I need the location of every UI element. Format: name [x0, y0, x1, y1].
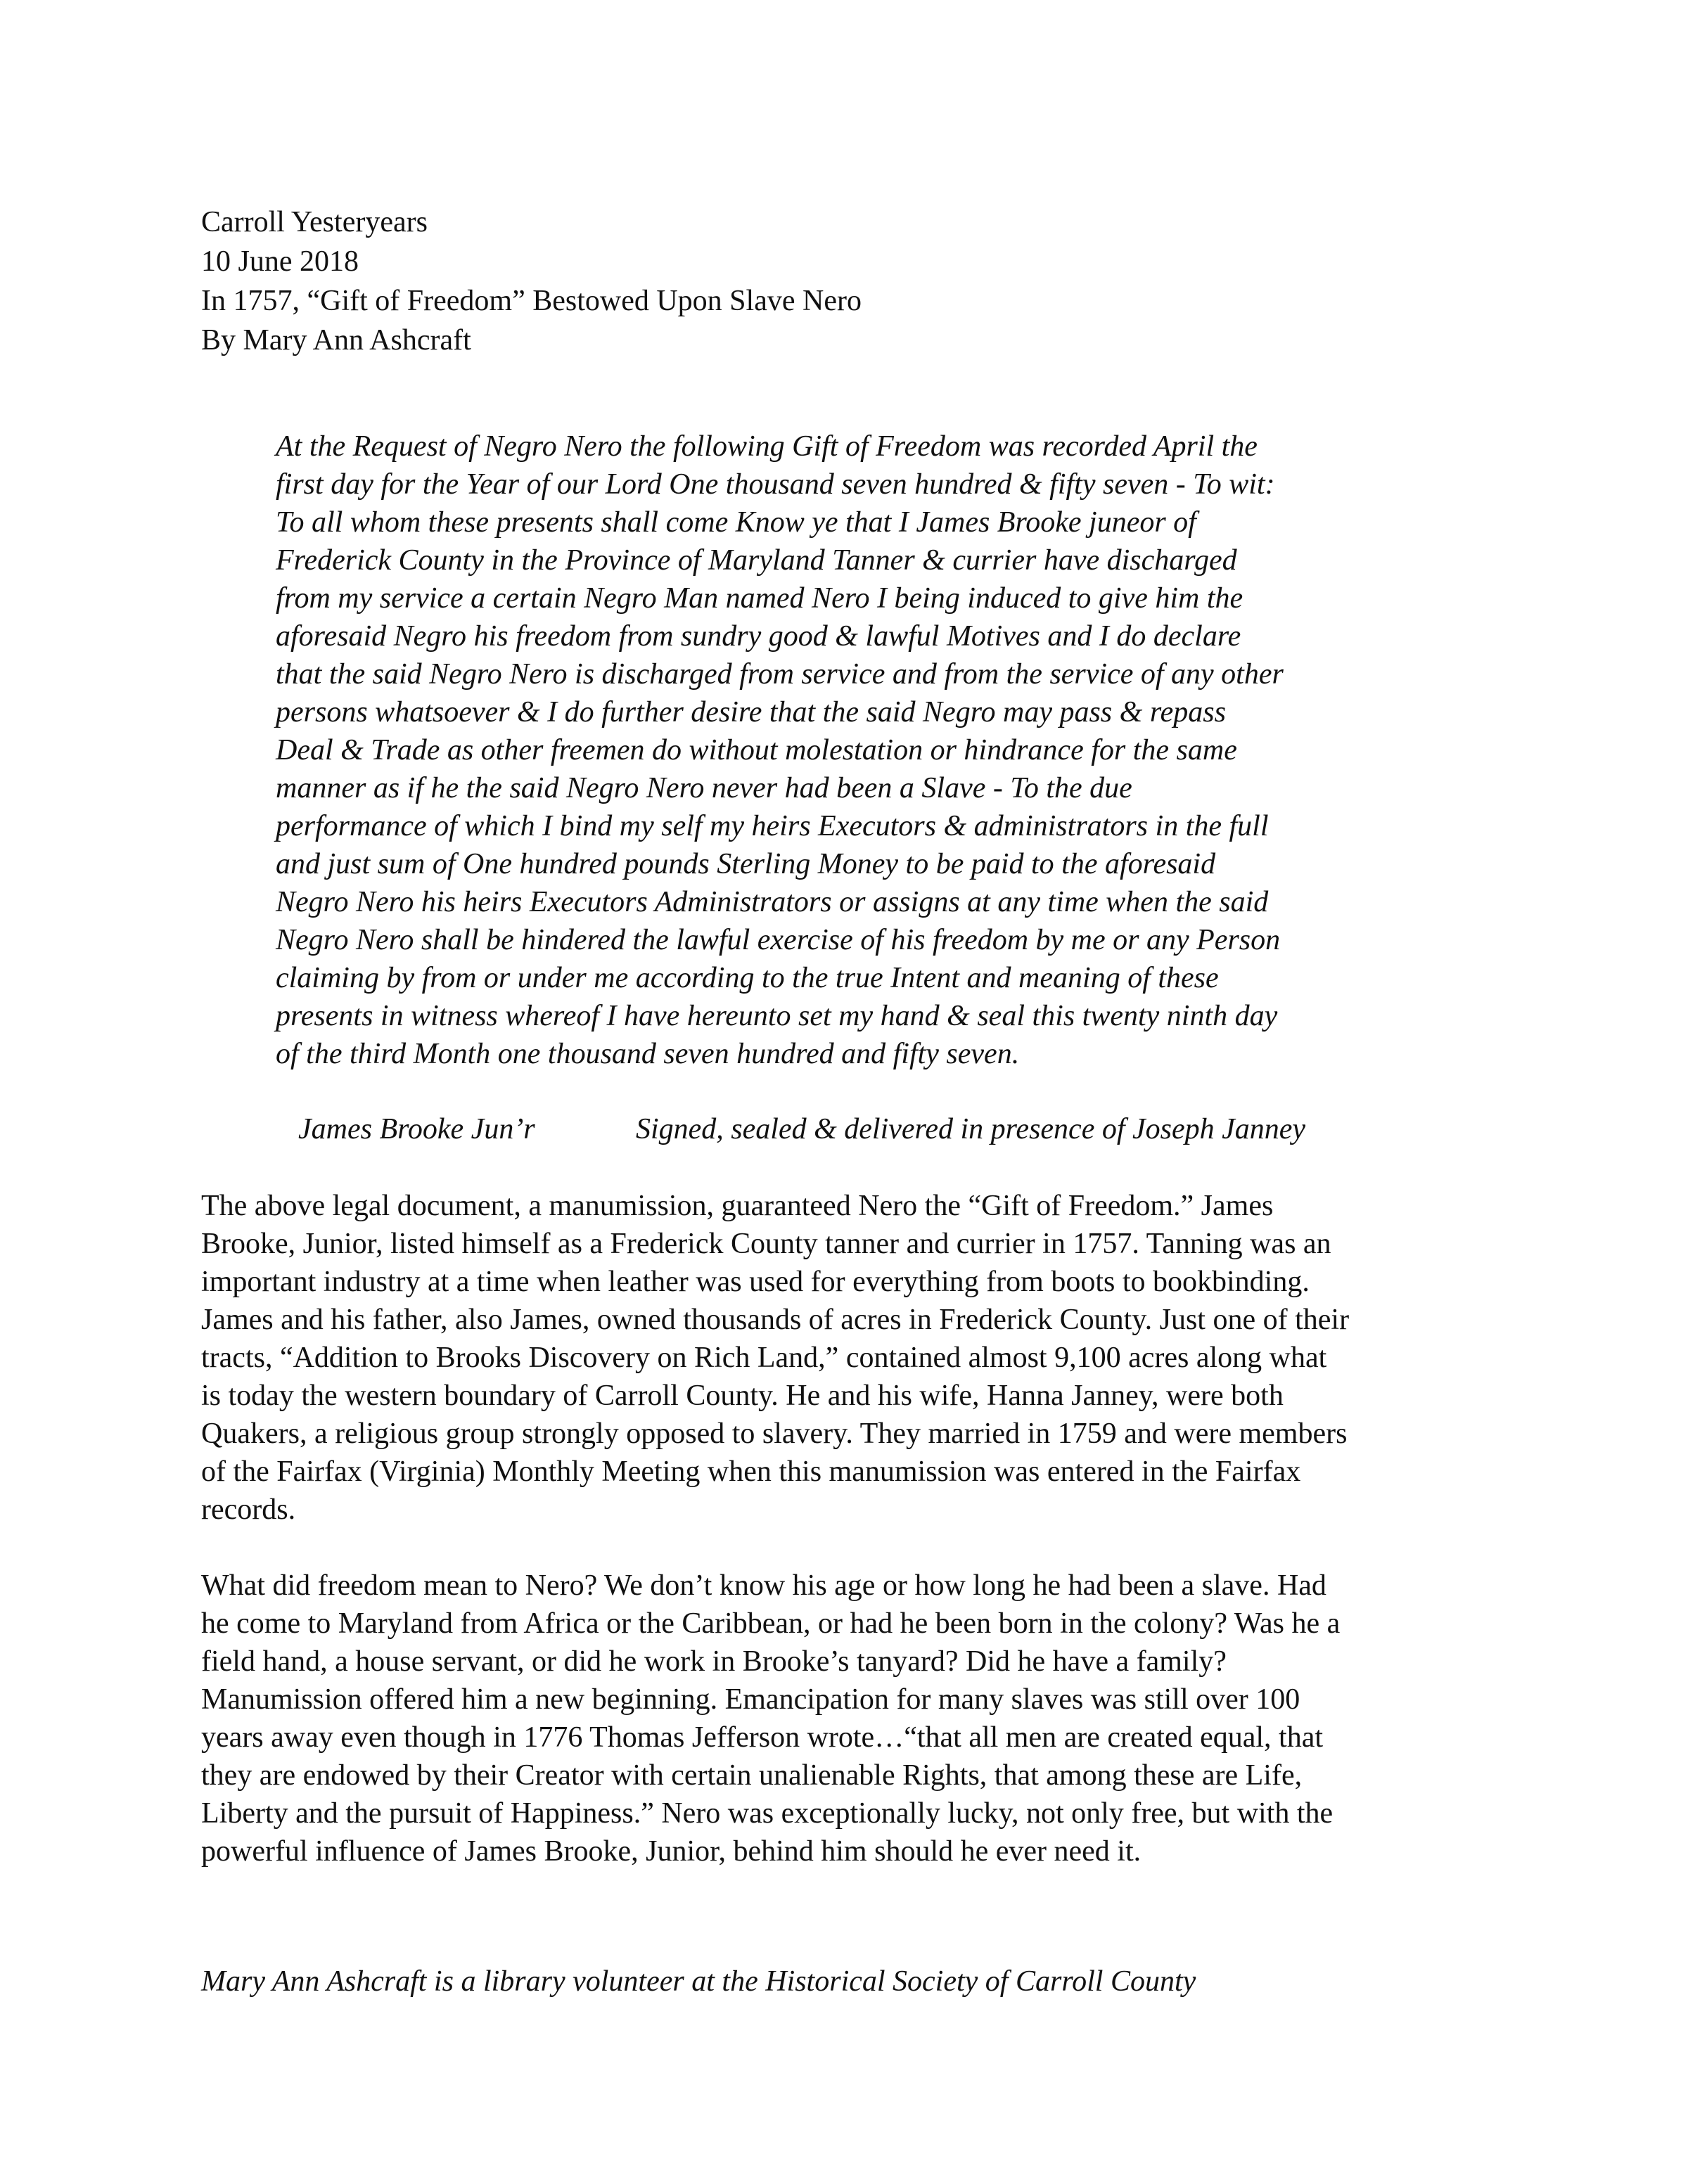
- article-byline: By Mary Ann Ashcraft: [201, 324, 471, 356]
- quote-witness: Signed, sealed & delivered in presence of Joseph Janney: [636, 1113, 1306, 1145]
- quote-line: Negro Nero shall be hindered the lawful exercise of his freedom by me or any Person: [276, 924, 1281, 956]
- paragraph-line: he come to Maryland from Africa or the Caribbean, or had he been born in the colony? Was he a: [201, 1607, 1341, 1640]
- manumission-quote: [276, 428, 1514, 1073]
- quote-line: Deal & Trade as other freemen do without molestation or hindrance for the same: [276, 734, 1237, 766]
- article-title: In 1757, “Gift of Freedom” Bestowed Upon Slave Nero: [201, 285, 862, 317]
- paragraph-line: Manumission offered him a new beginning. Emancipation for many slaves was still over 100: [201, 1683, 1300, 1716]
- paragraph-line: they are endowed by their Creator with certain unalienable Rights, that among these are Life,: [201, 1759, 1303, 1792]
- paragraph-line: records.: [201, 1494, 296, 1526]
- quote-line: that the said Negro Nero is discharged from service and from the service of any other: [276, 658, 1284, 690]
- quote-line: and just sum of One hundred pounds Sterling Money to be paid to the aforesaid: [276, 848, 1216, 880]
- paragraph-line: Quakers, a religious group strongly opposed to slavery. They married in 1759 and were members: [201, 1418, 1348, 1450]
- quote-line: first day for the Year of our Lord One thousand seven hundred & fifty seven - To wit:: [276, 468, 1275, 501]
- article-date: 10 June 2018: [201, 245, 359, 278]
- quote-line: from my service a certain Negro Man named Nero I being induced to give him the: [276, 582, 1243, 615]
- quote-line: claiming by from or under me according to the true Intent and meaning of these: [276, 962, 1219, 994]
- paragraph-line: tracts, “Addition to Brooks Discovery on Rich Land,” contained almost 9,100 acres along what: [201, 1342, 1327, 1374]
- paragraph-line: What did freedom mean to Nero? We don’t know his age or how long he had been a slave. Had: [201, 1569, 1326, 1602]
- paragraph-line: of the Fairfax (Virginia) Monthly Meeting when this manumission was entered in the Fairfax: [201, 1456, 1301, 1488]
- paragraph-freedom: [201, 1567, 1340, 1870]
- author-note: Mary Ann Ashcraft is a library volunteer at the Historical Society of Carroll County: [201, 1965, 1196, 1998]
- publication-name: Carroll Yesteryears: [201, 206, 428, 238]
- paragraph-line: Brooke, Junior, listed himself as a Frederick County tanner and currier in 1757. Tanning was an: [201, 1228, 1331, 1260]
- quote-line: Frederick County in the Province of Maryland Tanner & currier have discharged: [276, 544, 1237, 577]
- quote-line: At the Request of Negro Nero the following Gift of Freedom was recorded April the: [276, 430, 1258, 463]
- quote-line: of the third Month one thousand seven hundred and fifty seven.: [276, 1038, 1020, 1070]
- article-header: [201, 203, 862, 360]
- paragraph-line: powerful influence of James Brooke, Junior, behind him should he ever need it.: [201, 1835, 1142, 1868]
- quote-line: persons whatsoever & I do further desire that the said Negro may pass & repass: [276, 696, 1226, 728]
- paragraph-line: James and his father, also James, owned thousands of acres in Frederick County. Just one of their: [201, 1304, 1350, 1336]
- paragraph-line: Liberty and the pursuit of Happiness.” Nero was exceptionally lucky, not only free, but with the: [201, 1797, 1334, 1830]
- quote-line: aforesaid Negro his freedom from sundry good & lawful Motives and I do declare: [276, 620, 1241, 653]
- paragraph-line: field hand, a house servant, or did he work in Brooke’s tanyard? Did he have a family?: [201, 1645, 1227, 1678]
- paragraph-line: years away even though in 1776 Thomas Jefferson wrote…“that all men are created equal, that: [201, 1721, 1324, 1754]
- quote-line: To all whom these presents shall come Know ye that I James Brooke juneor of: [276, 506, 1196, 539]
- paragraph-line: The above legal document, a manumission, guaranteed Nero the “Gift of Freedom.” James: [201, 1190, 1274, 1222]
- quote-line: performance of which I bind my self my heirs Executors & administrators in the full: [276, 810, 1269, 842]
- quote-line: Negro Nero his heirs Executors Administrators or assigns at any time when the said: [276, 886, 1269, 918]
- paragraph-history: [201, 1187, 1349, 1529]
- paragraph-line: important industry at a time when leather was used for everything from boots to bookbinding.: [201, 1266, 1310, 1298]
- quote-line: manner as if he the said Negro Nero never had been a Slave - To the due: [276, 772, 1132, 804]
- quote-signer: James Brooke Jun’r: [298, 1113, 535, 1145]
- quote-line: presents in witness whereof I have hereunto set my hand & seal this twenty ninth day: [276, 1000, 1278, 1032]
- paragraph-line: is today the western boundary of Carroll County. He and his wife, Hanna Janney, were both: [201, 1380, 1284, 1412]
